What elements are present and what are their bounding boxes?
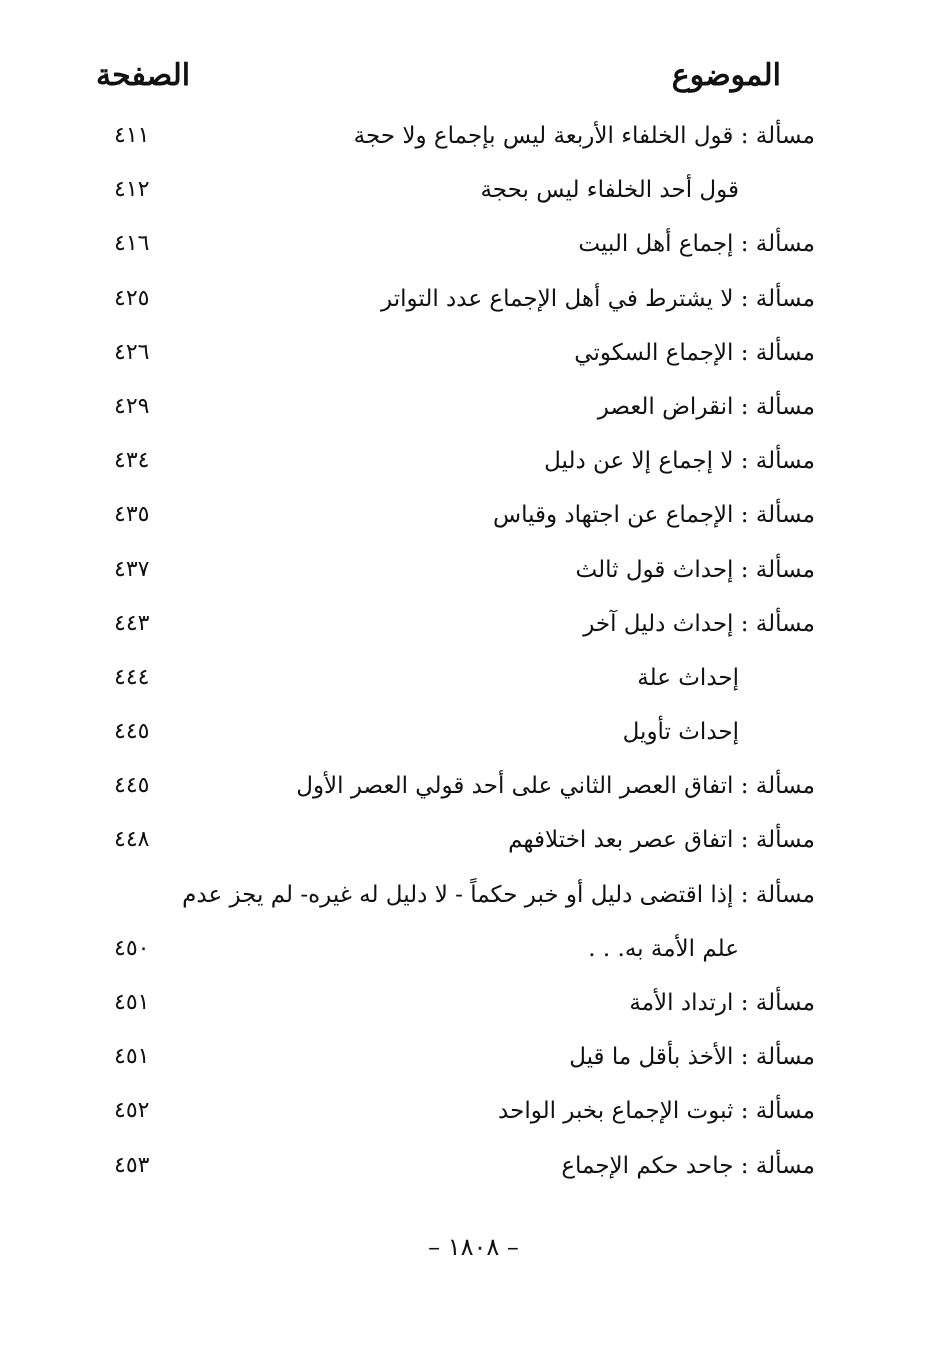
- toc-entry-page: ٤٣٤: [114, 448, 150, 474]
- toc-entry-page: ٤٥٣: [114, 1152, 150, 1178]
- toc-entry-page: ٤٣٥: [114, 502, 150, 528]
- toc-entry-title: مسألة : الإجماع السكوتي: [574, 339, 815, 366]
- toc-entry-title: مسألة : الأخذ بأقل ما قيل: [569, 1044, 815, 1071]
- toc-entry-title: مسألة : ثبوت الإجماع بخبر الواحد: [498, 1098, 815, 1125]
- toc-entry: [0, 492, 947, 546]
- toc-entry-page: ٤٢٥: [114, 285, 150, 311]
- toc-entry-title: قول أحد الخلفاء ليس بحجة: [480, 177, 739, 204]
- toc-entry: [0, 547, 947, 601]
- page-column-header: الصفحة: [96, 58, 191, 93]
- toc-entry-title: إحداث علة: [637, 664, 739, 691]
- toc-entry-title: مسألة : إذا اقتضى دليل أو خبر حكماً - لا دليل له غيره- لم يجز عدم: [182, 881, 815, 908]
- toc-entry-title: مسألة : انقراض العصر: [597, 393, 815, 420]
- toc-entry-page: ٤٢٦: [114, 339, 150, 365]
- toc-entry-page: ٤٢٩: [114, 393, 150, 419]
- toc-entry-title: علم الأمة به. . .: [588, 935, 739, 962]
- toc-entry: [0, 709, 947, 763]
- toc-entry-page: ٤٥١: [114, 1044, 150, 1070]
- toc-entry-title: مسألة : جاحد حكم الإجماع: [561, 1152, 815, 1179]
- toc-entry-title: مسألة : إحداث دليل آخر: [583, 610, 815, 637]
- toc-entry-title: مسألة : ارتداد الأمة: [629, 990, 815, 1016]
- toc-entry: [0, 167, 947, 221]
- toc-entry: [0, 1034, 947, 1088]
- toc-entry: [0, 221, 947, 275]
- toc-entry-title: مسألة : إجماع أهل البيت: [578, 231, 815, 258]
- toc-entry-title: مسألة : قول الخلفاء الأربعة ليس بإجماع ولا حجة: [353, 123, 815, 149]
- toc-entry-title: مسألة : لا يشترط في أهل الإجماع عدد التواتر: [381, 285, 815, 312]
- toc-entry: [0, 1143, 947, 1197]
- toc-entry-page: ٤٤٥: [114, 773, 150, 799]
- page-number: – ١٨٠٨ –: [428, 1233, 519, 1261]
- toc-entry-title: مسألة : اتفاق العصر الثاني على أحد قولي العصر الأول: [296, 773, 815, 800]
- toc-entry-page: ٤١٦: [114, 231, 150, 257]
- toc-entry: [0, 601, 947, 655]
- toc-entry-page: ٤٤٥: [114, 719, 150, 745]
- toc-entry-title: مسألة : اتفاق عصر بعد اختلافهم: [508, 827, 815, 854]
- toc-entry: [0, 330, 947, 384]
- toc-entry: [0, 763, 947, 817]
- toc-entry-page: ٤٤٤: [114, 664, 150, 690]
- toc-entry: [0, 926, 947, 980]
- toc-entry-page: ٤١٢: [114, 177, 150, 203]
- toc-entry: [0, 655, 947, 709]
- toc-entry-page: ٤١١: [114, 123, 150, 148]
- toc-list: [0, 113, 947, 1197]
- toc-entry: [0, 384, 947, 438]
- toc-entry-title: مسألة : لا إجماع إلا عن دليل: [544, 448, 815, 475]
- toc-entry: [0, 438, 947, 492]
- toc-entry-page: ٤٤٨: [114, 827, 150, 853]
- toc-entry-page: ٤٥٢: [114, 1098, 150, 1124]
- toc-entry-title: إحداث تأويل: [622, 719, 739, 746]
- toc-entry: [0, 276, 947, 330]
- toc-entry: [0, 113, 947, 167]
- toc-entry: [0, 1088, 947, 1142]
- toc-entry-page: ٤٣٧: [114, 556, 150, 582]
- toc-entry-title: مسألة : إحداث قول ثالث: [575, 556, 815, 583]
- toc-entry: [0, 980, 947, 1034]
- toc-entry-page: ٤٥٠: [114, 935, 150, 961]
- toc-entry-title: مسألة : الإجماع عن اجتهاد وقياس: [493, 502, 815, 529]
- toc-entry: [0, 817, 947, 871]
- toc-entry-page: ٤٤٣: [114, 610, 150, 636]
- toc-entry: [0, 872, 947, 926]
- toc-entry-page: ٤٥١: [114, 990, 150, 1015]
- topic-column-header: الموضوع: [671, 58, 781, 93]
